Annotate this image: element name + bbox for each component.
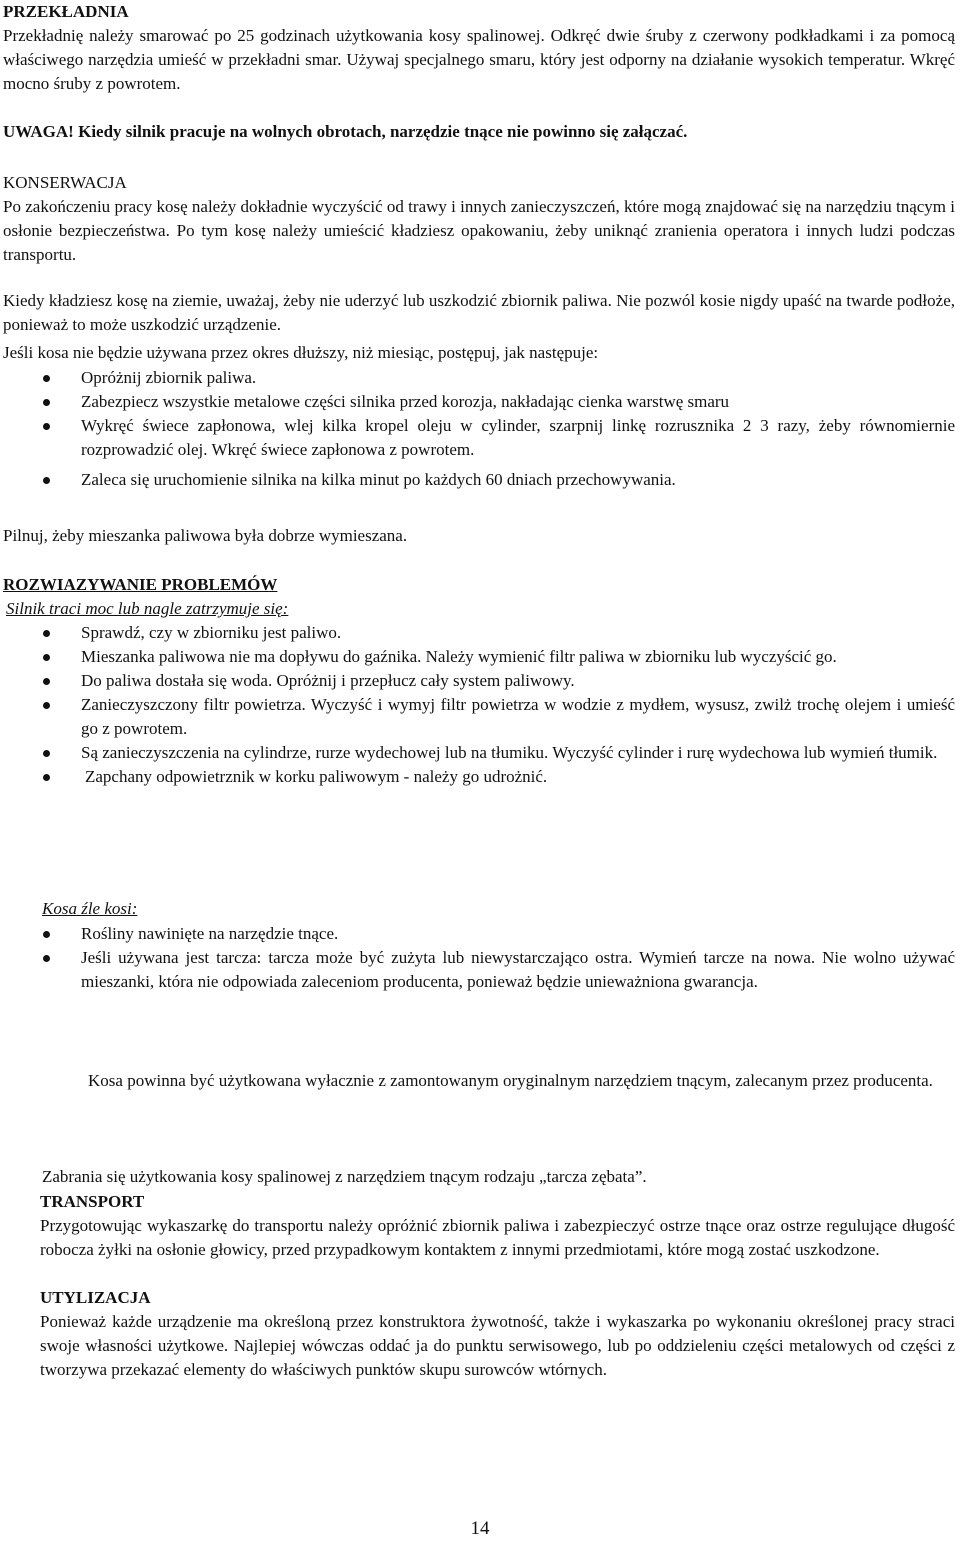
- storage-list-continued: [3, 468, 955, 492]
- bullet-icon: [43, 477, 50, 484]
- section-problemy: [3, 573, 955, 621]
- subheading-bad-cutting: Kosa źle kosi:: [42, 899, 138, 918]
- bullet-icon: [43, 931, 50, 938]
- bullet-icon: [43, 630, 50, 637]
- konserwacja-paragraph-2: Kiedy kładziesz kosę na ziemie, uważaj, żeby nie uderzyć lub uszkodzić zbiornik paliwa. Nie pozwól kosie nigdy upaść na twarde podłoże, ponieważ to może uszkodzić urządzenie.: [3, 291, 955, 334]
- list-item: Są zanieczyszczenia na cylindrze, rurze wydechowej lub na tłumiku. Wyczyść cylinder i rurę wydechowa lub wymień tłumik.: [3, 741, 955, 765]
- bullet-icon: [43, 750, 50, 757]
- list-item: Zaleca się uruchomienie silnika na kilka minut po każdych 60 dniach przechowywania.: [3, 468, 955, 492]
- list-item: Rośliny nawinięte na narzędzie tnące.: [3, 922, 955, 946]
- bullet-icon: [43, 774, 50, 781]
- toothed-disc-warning: Zabrania się użytkowania kosy spalinowej z narzędziem tnącym rodzaju „tarcza zębata”.: [42, 1167, 647, 1186]
- list-item: Opróżnij zbiornik paliwa.: [3, 366, 955, 390]
- section-przekladnia: [3, 0, 955, 96]
- section-transport: [40, 1190, 955, 1262]
- list-item: Do paliwa dostała się woda. Opróżnij i przepłucz cały system paliwowy.: [3, 669, 955, 693]
- konserwacja-paragraph-4: Pilnuj, żeby mieszanka paliwowa była dobrze wymieszana.: [3, 526, 408, 545]
- bullet-icon: [43, 375, 50, 382]
- section-heading-problemy: ROZWIAZYWANIE PROBLEMÓW: [3, 575, 278, 594]
- bad-cutting-list: [3, 922, 955, 994]
- list-item: Jeśli używana jest tarcza: tarcza może być zużyta lub niewystarczająco ostra. Wymień tarcze na nowa. Nie wolno używać mieszanki, która nie odpowiada zaleceniom producenta, ponieważ będzie unieważniona gwarancja.: [3, 946, 955, 994]
- bullet-icon: [43, 702, 50, 709]
- section-heading-konserwacja: KONSERWACJA: [3, 173, 127, 192]
- utylizacja-text: Ponieważ każde urządzenie ma określoną przez konstruktora żywotność, także i wykaszarka po wykonaniu określonej pracy straci swoje własności użytkowe. Najlepiej wówczas oddać ja do punktu serwisowego, lub po oddzieleniu części metalowych od części z tworzywa przekazać elementy do właściwych punktów skupu surowców wtórnych.: [40, 1312, 955, 1379]
- power-loss-list: [3, 621, 955, 789]
- list-item: Sprawdź, czy w zbiorniku jest paliwo.: [3, 621, 955, 645]
- section-heading-przekladnia: PRZEKŁADNIA: [3, 2, 129, 21]
- konserwacja-paragraph-1: Po zakończeniu pracy kosę należy dokładnie wyczyścić od trawy i innych zanieczyszczeń, które mogą znajdować się na narzędziu tnącym i osłonie bezpieczeństwa. Po tym kosę należy umieścić kładziesz opakowaniu, żeby uniknąć zranienia operatora i innych ludzi podczas transportu.: [3, 197, 955, 264]
- warning-line: [3, 120, 955, 144]
- section-konserwacja: [3, 171, 955, 267]
- list-item: Wykręć świece zapłonowa, wlej kilka kropel oleju w cylinder, szarpnij linkę rozrusznika 2 3 razy, żeby równomiernie rozprowadzić olej. Wkręć świece zapłonowa z powrotem.: [3, 414, 955, 462]
- section-utylizacja: [40, 1286, 955, 1382]
- warning-text: Kiedy silnik pracuje na wolnych obrotach, narzędzie tnące nie powinno się załączać.: [73, 122, 688, 141]
- subheading-loss-of-power: Silnik traci moc lub nagle zatrzymuje się:: [6, 599, 289, 618]
- original-tool-note: Kosa powinna być użytkowana wyłacznie z zamontowanym oryginalnym narzędziem tnącym, zalecanym przez producenta.: [88, 1071, 933, 1090]
- bullet-icon: [43, 678, 50, 685]
- list-item: Zabezpiecz wszystkie metalowe części silnika przed korozja, nakładając cienka warstwę smaru: [3, 390, 955, 414]
- bullet-icon: [43, 399, 50, 406]
- page-number: 14: [470, 1518, 490, 1539]
- warning-label: UWAGA!: [3, 122, 74, 141]
- bullet-icon: [43, 955, 50, 962]
- transport-text: Przygotowując wykaszarkę do transportu należy opróżnić zbiornik paliwa i zabezpieczyć ostrze tnące oraz ostrze regulujące długość robocza żyłki na osłonie głowicy, przed przypadkowym kontaktem z innymi przedmiotami, które mogą zostać uszkodzone.: [40, 1216, 955, 1259]
- bullet-icon: [43, 423, 50, 430]
- list-item: Mieszanka paliwowa nie ma dopływu do gaźnika. Należy wymienić filtr paliwa w zbiorniku lub wyczyścić go.: [3, 645, 955, 669]
- section-heading-utylizacja: UTYLIZACJA: [40, 1288, 151, 1307]
- przekladnia-text: Przekładnię należy smarować po 25 godzinach użytkowania kosy spalinowej. Odkręć dwie śruby z czerwony podkładkami i za pomocą właściwego narzędzia umieść w przekładni smar. Używaj specjalnego smaru, który jest odporny na działanie wysokich temperatur. Wkręć mocno śruby z powrotem.: [3, 26, 955, 93]
- konserwacja-paragraph-3: Jeśli kosa nie będzie używana przez okres dłuższy, niż miesiąc, postępuj, jak następuje:: [3, 343, 599, 362]
- list-item: Zapchany odpowietrznik w korku paliwowym - należy go udrożnić.: [3, 765, 955, 789]
- bullet-icon: [43, 654, 50, 661]
- storage-list: [3, 366, 955, 462]
- list-item: Zanieczyszczony filtr powietrza. Wyczyść i wymyj filtr powietrza w wodzie z mydłem, wysusz, zwilż trochę olejem i umieść go z powrotem.: [3, 693, 955, 741]
- section-heading-transport: TRANSPORT: [40, 1192, 145, 1211]
